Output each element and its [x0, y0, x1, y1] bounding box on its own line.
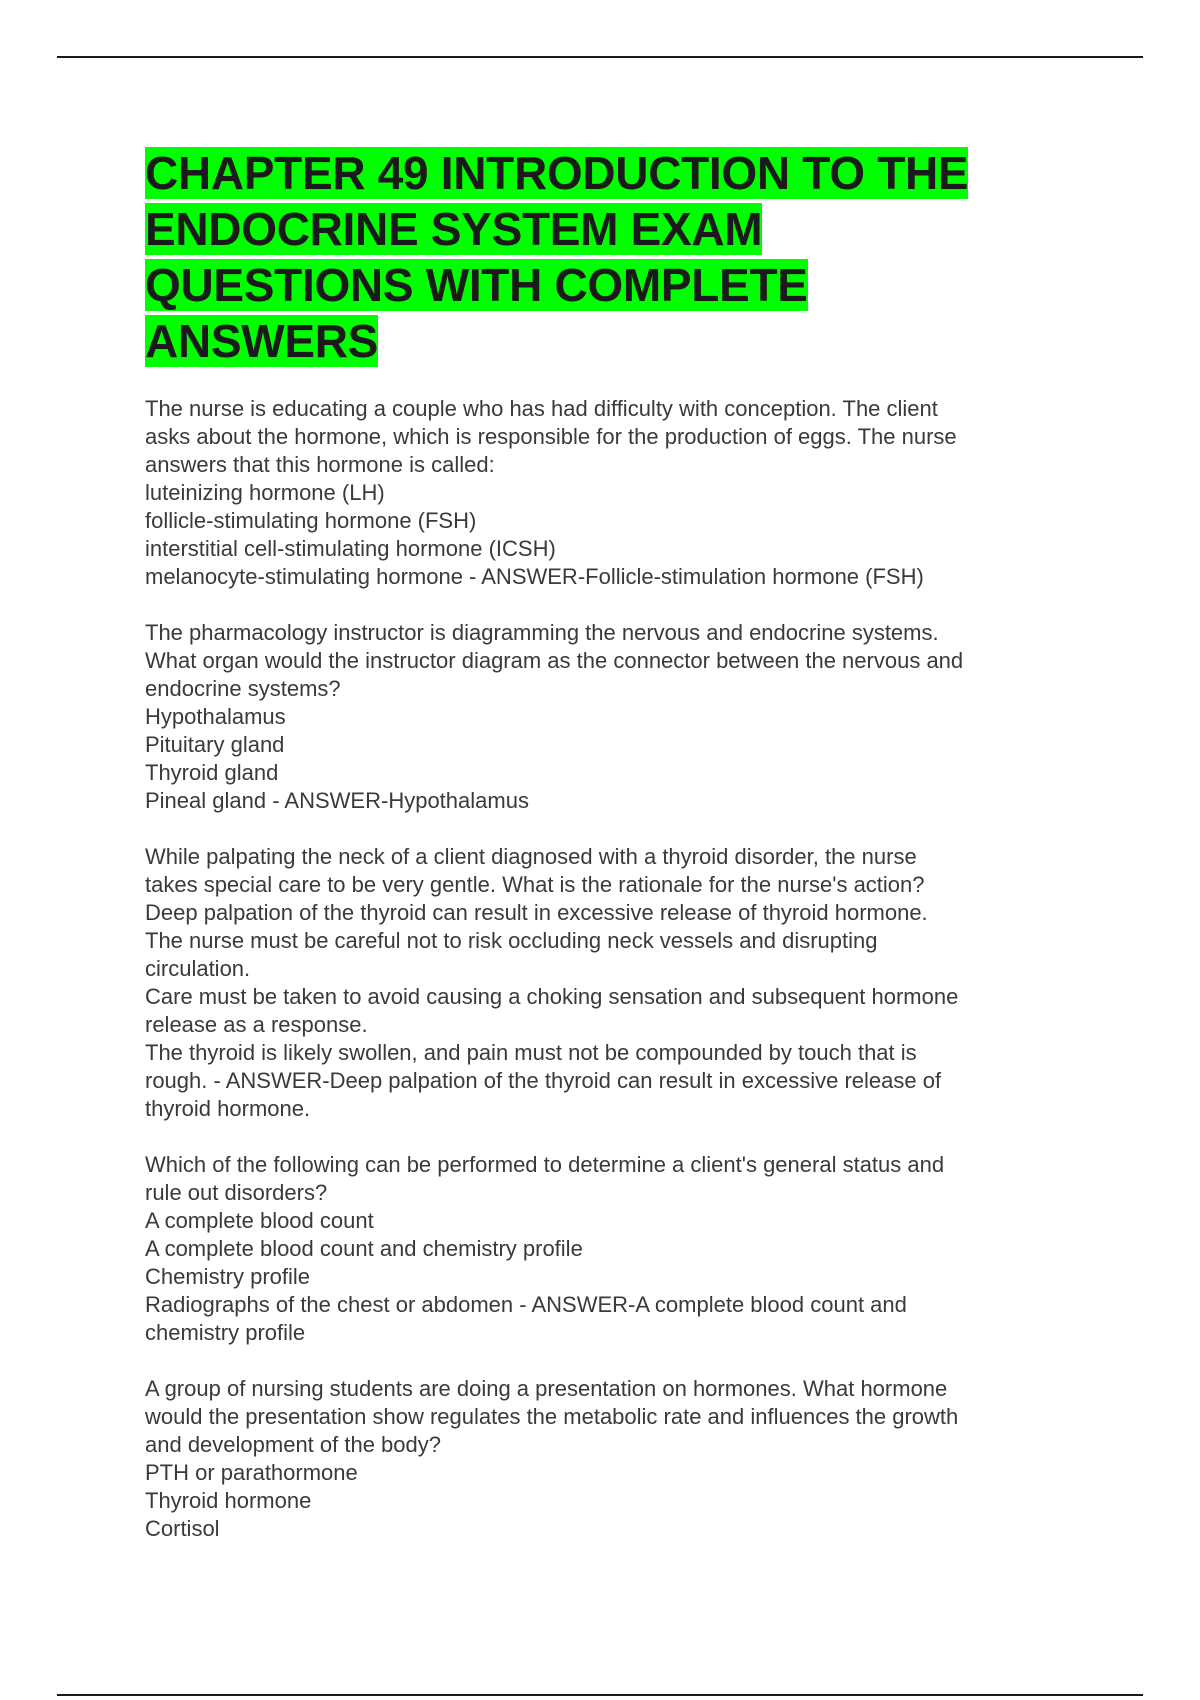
- answer-line: thyroid hormone.: [145, 1096, 311, 1121]
- question-line: The nurse is educating a couple who has had difficulty with conception. The client: [145, 396, 938, 421]
- option-line: Care must be taken to avoid causing a choking sensation and subsequent hormone: [145, 984, 959, 1009]
- header-rule: [57, 56, 1143, 58]
- option-line: A complete blood count: [145, 1208, 374, 1233]
- question-line: asks about the hormone, which is responsible for the production of eggs. The nurse: [145, 424, 957, 449]
- question-line: The pharmacology instructor is diagramming the nervous and endocrine systems.: [145, 620, 939, 645]
- title-line: QUESTIONS WITH COMPLETE: [145, 259, 808, 311]
- option-line: Thyroid hormone: [145, 1488, 312, 1513]
- option-line: Pituitary gland: [145, 732, 285, 757]
- question-line: answers that this hormone is called:: [145, 452, 495, 477]
- question-block-3: [145, 843, 1075, 1123]
- question-block-2: [145, 619, 1075, 815]
- option-line: interstitial cell-stimulating hormone (ICSH): [145, 536, 556, 561]
- option-line: luteinizing hormone (LH): [145, 480, 385, 505]
- question-line: Which of the following can be performed to determine a client's general status and: [145, 1152, 945, 1177]
- answer-line: rough. - ANSWER-Deep palpation of the thyroid can result in excessive release of: [145, 1068, 942, 1093]
- option-line: Cortisol: [145, 1516, 220, 1541]
- question-line: A group of nursing students are doing a presentation on hormones. What hormone: [145, 1376, 948, 1401]
- answer-line: melanocyte-stimulating hormone - ANSWER-Follicle-stimulation hormone (FSH): [145, 564, 924, 589]
- question-line: What organ would the instructor diagram as the connector between the nervous and: [145, 648, 964, 673]
- answer-line: chemistry profile: [145, 1320, 306, 1345]
- option-line: Thyroid gland: [145, 760, 279, 785]
- option-line: follicle-stimulating hormone (FSH): [145, 508, 477, 533]
- option-line: The thyroid is likely swollen, and pain must not be compounded by touch that is: [145, 1040, 917, 1065]
- question-line: While palpating the neck of a client diagnosed with a thyroid disorder, the nurse: [145, 844, 917, 869]
- question-block-5: [145, 1375, 1075, 1543]
- answer-line: Pineal gland - ANSWER-Hypothalamus: [145, 788, 529, 813]
- answer-line: Radiographs of the chest or abdomen - ANSWER-A complete blood count and: [145, 1292, 907, 1317]
- question-line: and development of the body?: [145, 1432, 442, 1457]
- footer-rule: [57, 1694, 1143, 1696]
- page-title: [145, 145, 1075, 369]
- title-line: ENDOCRINE SYSTEM EXAM: [145, 203, 763, 255]
- question-line: endocrine systems?: [145, 676, 341, 701]
- option-line: PTH or parathormone: [145, 1460, 358, 1485]
- option-line: Hypothalamus: [145, 704, 286, 729]
- question-line: takes special care to be very gentle. What is the rationale for the nurse's action?: [145, 872, 925, 897]
- question-block-4: [145, 1151, 1075, 1347]
- title-line: CHAPTER 49 INTRODUCTION TO THE: [145, 147, 969, 199]
- question-line: would the presentation show regulates the metabolic rate and influences the growth: [145, 1404, 959, 1429]
- title-line: ANSWERS: [145, 315, 379, 367]
- question-block-1: [145, 395, 1075, 591]
- option-line: release as a response.: [145, 1012, 368, 1037]
- option-line: Chemistry profile: [145, 1264, 311, 1289]
- option-line: Deep palpation of the thyroid can result in excessive release of thyroid hormone.: [145, 900, 928, 925]
- option-line: A complete blood count and chemistry profile: [145, 1236, 583, 1261]
- document-body: [145, 145, 1075, 1571]
- option-line: circulation.: [145, 956, 251, 981]
- question-line: rule out disorders?: [145, 1180, 328, 1205]
- option-line: The nurse must be careful not to risk occluding neck vessels and disrupting: [145, 928, 878, 953]
